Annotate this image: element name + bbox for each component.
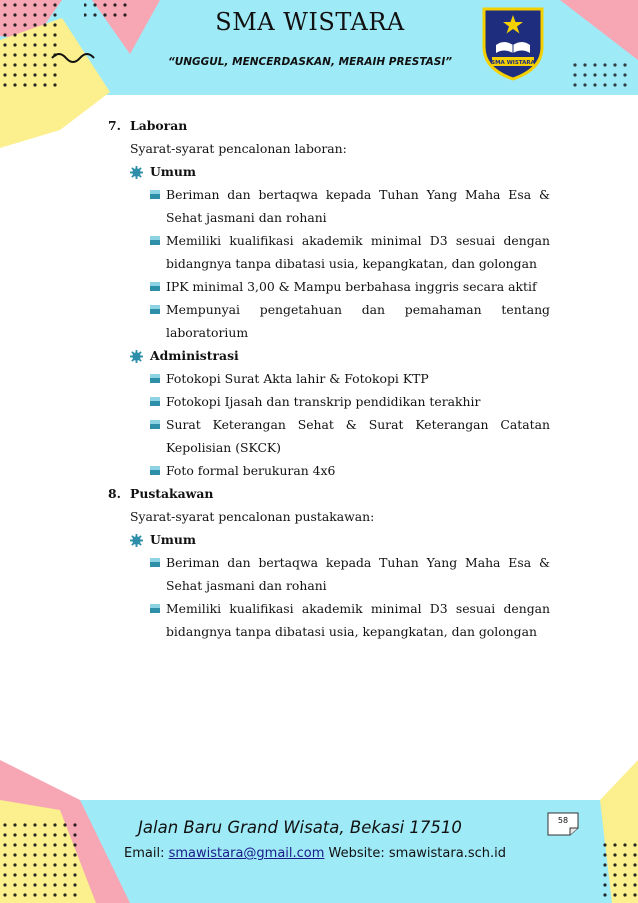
square-bullet-icon xyxy=(150,190,160,199)
list-item-text: Surat Keterangan Sehat & Surat Keterangan Catatan Kepolisian (SKCK) xyxy=(166,417,550,455)
school-motto: “UNGGUL, MENCERDASKAN, MERAIH PRESTASI” xyxy=(167,56,453,68)
section-intro: Syarat-syarat pencalonan pustakawan: xyxy=(130,509,375,524)
square-bullet-icon xyxy=(150,466,160,475)
list-item xyxy=(150,390,550,413)
subsection-heading xyxy=(130,528,550,551)
list-item xyxy=(150,459,550,482)
list-item xyxy=(150,367,550,390)
footer-dot-pattern xyxy=(0,820,80,903)
list-item-text: Fotokopi Ijasah dan transkrip pendidikan terakhir xyxy=(166,394,481,409)
section-laboran xyxy=(108,114,550,482)
website-link[interactable]: smawistara.sch.id xyxy=(388,846,506,861)
subsection-title: Administrasi xyxy=(150,348,239,363)
list-item-text: Memiliki kualifikasi akademik minimal D3 sesuai dengan bidangnya tanpa dibatasi usia, kepangkatan, dan golongan xyxy=(166,601,550,639)
section-number: 7. xyxy=(108,118,121,133)
list-item xyxy=(150,551,550,597)
square-bullet-icon xyxy=(150,374,160,383)
section-pustakawan xyxy=(108,482,550,643)
bullet-list xyxy=(150,551,550,643)
list-item-text: Memiliki kualifikasi akademik minimal D3 sesuai dengan bidangnya tanpa dibatasi usia, kepangkatan, dan golongan xyxy=(166,233,550,271)
bullet-list xyxy=(150,367,550,482)
list-item-text: Mempunyai pengetahuan dan pemahaman tentang laboratorium xyxy=(166,302,550,340)
footer-address: Jalan Baru Grand Wisata, Bekasi 17510 xyxy=(138,818,462,837)
list-item xyxy=(150,413,550,459)
subsection-heading xyxy=(130,160,550,183)
section-heading xyxy=(108,482,550,505)
list-item-text: Beriman dan bertaqwa kepada Tuhan Yang Maha Esa & Sehat jasmani dan rohani xyxy=(166,187,550,225)
section-title: Pustakawan xyxy=(130,486,214,501)
list-item-text: IPK minimal 3,00 & Mampu berbahasa inggris secara aktif xyxy=(166,279,537,294)
gear-bullet-icon xyxy=(130,350,143,363)
header-dot-pattern-2 xyxy=(84,0,128,18)
square-bullet-icon xyxy=(150,282,160,291)
list-item xyxy=(150,597,550,643)
square-bullet-icon xyxy=(150,420,160,429)
email-label: Email: xyxy=(124,846,165,861)
list-item-text: Foto formal berukuran 4x6 xyxy=(166,463,336,478)
email-link[interactable]: smawistara@gmail.com xyxy=(168,846,325,861)
subsection-title: Umum xyxy=(150,532,197,547)
logo-text: SMA WISTARA xyxy=(491,60,535,66)
subsection-title: Umum xyxy=(150,164,197,179)
list-item xyxy=(150,298,550,344)
section-title: Laboran xyxy=(130,118,188,133)
school-name: SMA WISTARA xyxy=(215,8,405,36)
gear-bullet-icon xyxy=(130,534,143,547)
section-number: 8. xyxy=(108,486,121,501)
page-number: 58 xyxy=(557,816,569,825)
list-item xyxy=(150,275,550,298)
website-label: Website: xyxy=(328,846,385,861)
list-item xyxy=(150,229,550,275)
list-item-text: Beriman dan bertaqwa kepada Tuhan Yang Maha Esa & Sehat jasmani dan rohani xyxy=(166,555,550,593)
bullet-list xyxy=(150,183,550,344)
section-heading xyxy=(108,114,550,137)
list-item xyxy=(150,183,550,229)
header-right-dots xyxy=(570,60,630,90)
square-bullet-icon xyxy=(150,236,160,245)
list-item-text: Fotokopi Surat Akta lahir & Fotokopi KTP xyxy=(166,371,429,386)
square-bullet-icon xyxy=(150,305,160,314)
footer-contact xyxy=(100,846,530,861)
school-logo xyxy=(480,5,546,81)
square-bullet-icon xyxy=(150,558,160,567)
section-intro: Syarat-syarat pencalonan laboran: xyxy=(130,141,347,156)
square-bullet-icon xyxy=(150,604,160,613)
gear-bullet-icon xyxy=(130,166,143,179)
square-bullet-icon xyxy=(150,397,160,406)
subsection-heading xyxy=(130,344,550,367)
document-body xyxy=(108,114,550,643)
footer-right-dots xyxy=(600,840,638,903)
header-dot-pattern xyxy=(0,0,58,92)
